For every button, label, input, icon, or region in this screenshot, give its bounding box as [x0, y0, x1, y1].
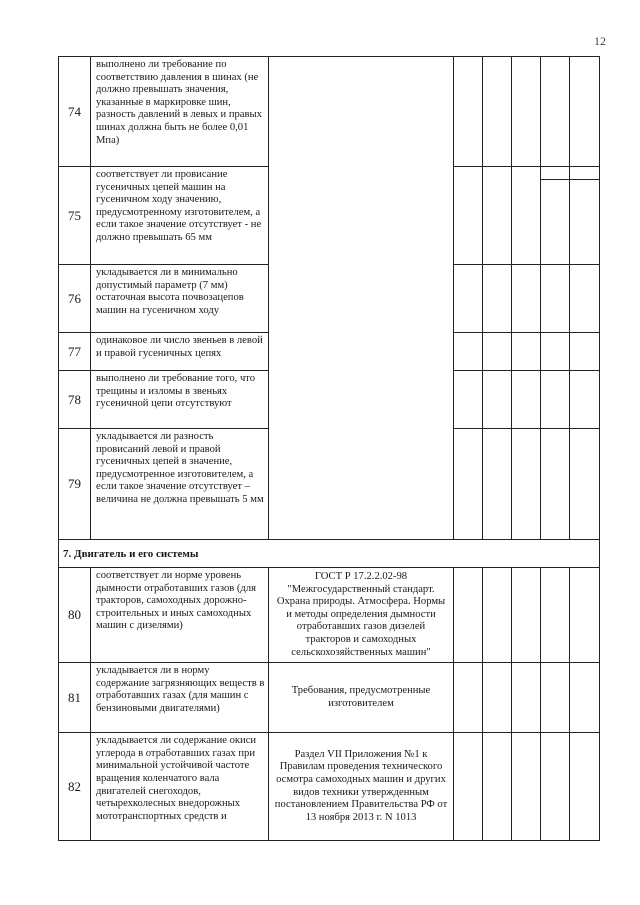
row-number: 82 — [59, 733, 91, 841]
mark-cell[interactable] — [454, 333, 483, 371]
mark-cell[interactable] — [483, 265, 512, 333]
row-number: 77 — [59, 333, 91, 371]
mark-cell[interactable] — [541, 265, 570, 333]
table-row-81 — [59, 663, 600, 733]
row-number: 76 — [59, 265, 91, 333]
table-row-82 — [59, 733, 600, 841]
mark-cell[interactable] — [454, 568, 483, 663]
mark-cell[interactable] — [454, 265, 483, 333]
mark-cell[interactable] — [483, 371, 512, 429]
mark-cell[interactable] — [570, 167, 600, 265]
mark-cell[interactable] — [454, 371, 483, 429]
mark-cell[interactable] — [483, 167, 512, 265]
mark-cell[interactable] — [570, 568, 600, 663]
mark-cell[interactable] — [570, 265, 600, 333]
row-question: соответствует ли провисание гусеничных цепей машин на гусеничном ходу значению, предусмотренному изготовителем, а если такое значение отсутствует - не должно превышать 65 мм — [91, 167, 269, 265]
mark-cell[interactable] — [512, 663, 541, 733]
mark-cell[interactable] — [512, 733, 541, 841]
mark-cell[interactable] — [512, 57, 541, 167]
mark-cell[interactable] — [483, 733, 512, 841]
mark-cell[interactable] — [512, 265, 541, 333]
row-question: укладывается ли в норму содержание загрязняющих веществ в отработавших газах (для машин с бензиновыми двигателями) — [91, 663, 269, 733]
table-row-74 — [59, 57, 600, 167]
page-number: 12 — [594, 34, 606, 48]
row-norm — [269, 57, 454, 540]
mark-cell[interactable] — [541, 663, 570, 733]
row-number: 81 — [59, 663, 91, 733]
row-number: 79 — [59, 429, 91, 540]
mark-cell[interactable] — [454, 57, 483, 167]
row-question: одинаковое ли число звеньев в левой и правой гусеничных цепях — [91, 333, 269, 371]
inspection-checklist-table — [58, 56, 600, 841]
mark-cell[interactable] — [512, 167, 541, 265]
row-question: соответствует ли норме уровень дымности отработавших газов (для тракторов, самоходных дорожно-строительных и иных самоходных машин с дизелями) — [91, 568, 269, 663]
mark-cell[interactable] — [570, 663, 600, 733]
mark-cell[interactable] — [483, 568, 512, 663]
mark-cell[interactable] — [512, 333, 541, 371]
row-number: 80 — [59, 568, 91, 663]
mark-cell[interactable] — [483, 429, 512, 540]
mark-cell[interactable] — [541, 167, 570, 265]
mark-cell[interactable] — [541, 733, 570, 841]
mark-cell[interactable] — [570, 429, 600, 540]
row-question: выполнено ли требование того, что трещины и изломы в звеньях гусеничной цепи отсутствуют — [91, 371, 269, 429]
mark-cell[interactable] — [541, 429, 570, 540]
mark-cell[interactable] — [454, 733, 483, 841]
section-header-row — [59, 540, 600, 568]
table-row-80 — [59, 568, 600, 663]
mark-cell[interactable] — [454, 167, 483, 265]
row-question: укладывается ли разность провисаний левой и правой гусеничных цепей в значение, предусмотренное изготовителем, а если такое значение отсутствует – величина не должна превышать 5 мм — [91, 429, 269, 540]
mark-cell[interactable] — [570, 333, 600, 371]
row-number: 75 — [59, 167, 91, 265]
mark-cell[interactable] — [541, 568, 570, 663]
mark-cell[interactable] — [512, 429, 541, 540]
mark-cell[interactable] — [483, 57, 512, 167]
mark-cell[interactable] — [570, 733, 600, 841]
mark-cell[interactable] — [454, 663, 483, 733]
mark-cell[interactable] — [570, 371, 600, 429]
row-number: 74 — [59, 57, 91, 167]
mark-cell[interactable] — [483, 663, 512, 733]
row-number: 78 — [59, 371, 91, 429]
section-title: 7. Двигатель и его системы — [59, 540, 600, 568]
mark-cell[interactable] — [541, 333, 570, 371]
mark-cell[interactable] — [541, 57, 570, 167]
mark-cell[interactable] — [570, 57, 600, 167]
mark-cell[interactable] — [512, 568, 541, 663]
row-question: укладывается ли в минимально допустимый параметр (7 мм) остаточная высота почвозацепов машин на гусеничном ходу — [91, 265, 269, 333]
row-question: укладывается ли содержание окиси углерода в отработавших газах при минимальной устойчивой частоте вращения коленчатого вала двигателей снегоходов, четырехколесных внедорожных мототранспортных средств и — [91, 733, 269, 841]
mark-cell[interactable] — [512, 371, 541, 429]
row-norm: ГОСТ Р 17.2.2.02-98 "Межгосударственный стандарт. Охрана природы. Атмосфера. Нормы и методы определения дымности отработавших газов дизелей тракторов и самоходных сельскохозяйственных машин" — [269, 568, 454, 663]
mark-cell[interactable] — [454, 429, 483, 540]
row-norm: Требования, предусмотренные изготовителем — [269, 663, 454, 733]
mark-cell[interactable] — [483, 333, 512, 371]
row-question: выполнено ли требование по соответствию давления в шинах (не должно превышать значения, указанные в маркировке шин, разность давлений в левых и правых шинах должна быть не более 0,01 Мпа) — [91, 57, 269, 167]
mark-cell[interactable] — [541, 371, 570, 429]
row-norm: Раздел VII Приложения №1 к Правилам проведения технического осмотра самоходных машин и других видов техники утвержденным постановлением Правительства РФ от 13 ноября 2013 г. N 1013 — [269, 733, 454, 841]
